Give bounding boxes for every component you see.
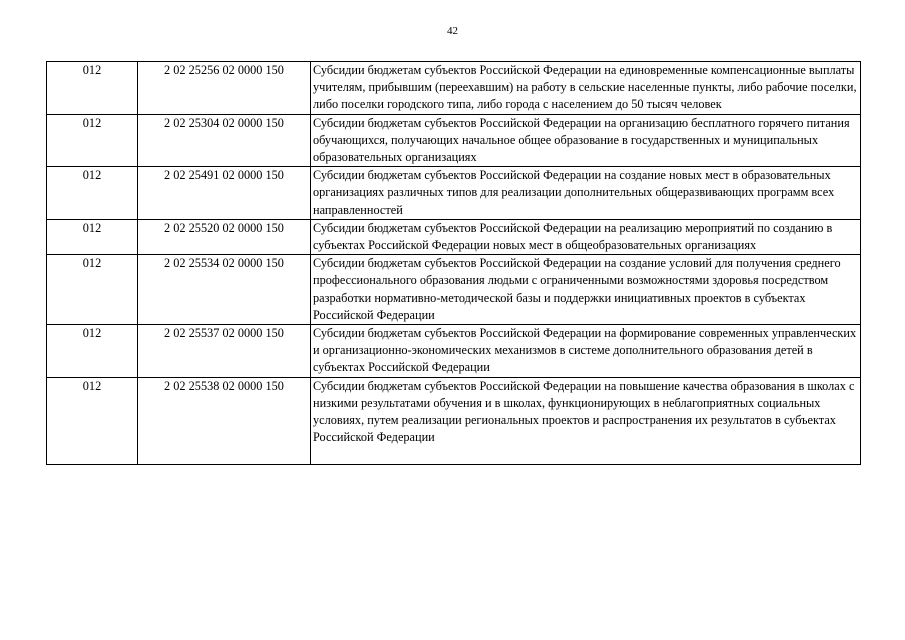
budget-code-cell: 2 02 25256 02 0000 150 bbox=[138, 62, 311, 115]
table-row bbox=[47, 167, 861, 220]
administrator-code-cell: 012 bbox=[47, 219, 138, 254]
budget-code-cell: 2 02 25538 02 0000 150 bbox=[138, 377, 311, 464]
administrator-code-cell: 012 bbox=[47, 325, 138, 378]
administrator-code-cell: 012 bbox=[47, 377, 138, 464]
budget-code-cell: 2 02 25534 02 0000 150 bbox=[138, 255, 311, 325]
administrator-code-cell: 012 bbox=[47, 167, 138, 220]
page-number: 42 bbox=[447, 25, 458, 37]
budget-classification-table bbox=[46, 61, 861, 465]
table-row bbox=[47, 62, 861, 115]
revenue-name-cell: Субсидии бюджетам субъектов Российской Федерации на формирование современных управленческих и организационно-экономических механизмов в системе дополнительного образования детей в субъектах Российской Федерации bbox=[311, 325, 861, 378]
administrator-code-cell: 012 bbox=[47, 114, 138, 167]
table-row bbox=[47, 219, 861, 254]
budget-code-cell: 2 02 25520 02 0000 150 bbox=[138, 219, 311, 254]
administrator-code-cell: 012 bbox=[47, 62, 138, 115]
table-row bbox=[47, 325, 861, 378]
revenue-name-cell: Субсидии бюджетам субъектов Российской Федерации на создание новых мест в образовательных организациях различных типов для реализации дополнительных общеразвивающих программ всех направленностей bbox=[311, 167, 861, 220]
budget-code-cell: 2 02 25537 02 0000 150 bbox=[138, 325, 311, 378]
revenue-name-cell: Субсидии бюджетам субъектов Российской Федерации на создание условий для получения среднего профессионального образования людьми с ограниченными возможностями здоровья посредством разработки нормативно-методической базы и поддержки инициативных проектов в субъектах Российской Федерации bbox=[311, 255, 861, 325]
revenue-name-cell: Субсидии бюджетам субъектов Российской Федерации на реализацию мероприятий по созданию в субъектах Российской Федерации новых мест в общеобразовательных организациях bbox=[311, 219, 861, 254]
revenue-name-cell: Субсидии бюджетам субъектов Российской Федерации на организацию бесплатного горячего питания обучающихся, получающих начальное общее образование в государственных и муниципальных образовательных организациях bbox=[311, 114, 861, 167]
budget-code-cell: 2 02 25491 02 0000 150 bbox=[138, 167, 311, 220]
revenue-name-cell: Субсидии бюджетам субъектов Российской Федерации на повышение качества образования в школах с низкими результатами обучения и в школах, функционирующих в неблагоприятных социальных условиях, путем реализации региональных проектов и распространения их результатов в субъектах Российской Федерации bbox=[311, 377, 861, 464]
revenue-name-cell: Субсидии бюджетам субъектов Российской Федерации на единовременные компенсационные выплаты учителям, прибывшим (переехавшим) на работу в сельские населенные пункты, либо рабочие поселки, либо поселки городского типа, либо города с населением до 50 тысяч человек bbox=[311, 62, 861, 115]
table-row bbox=[47, 377, 861, 464]
budget-code-cell: 2 02 25304 02 0000 150 bbox=[138, 114, 311, 167]
table-row bbox=[47, 114, 861, 167]
administrator-code-cell: 012 bbox=[47, 255, 138, 325]
table-row bbox=[47, 255, 861, 325]
